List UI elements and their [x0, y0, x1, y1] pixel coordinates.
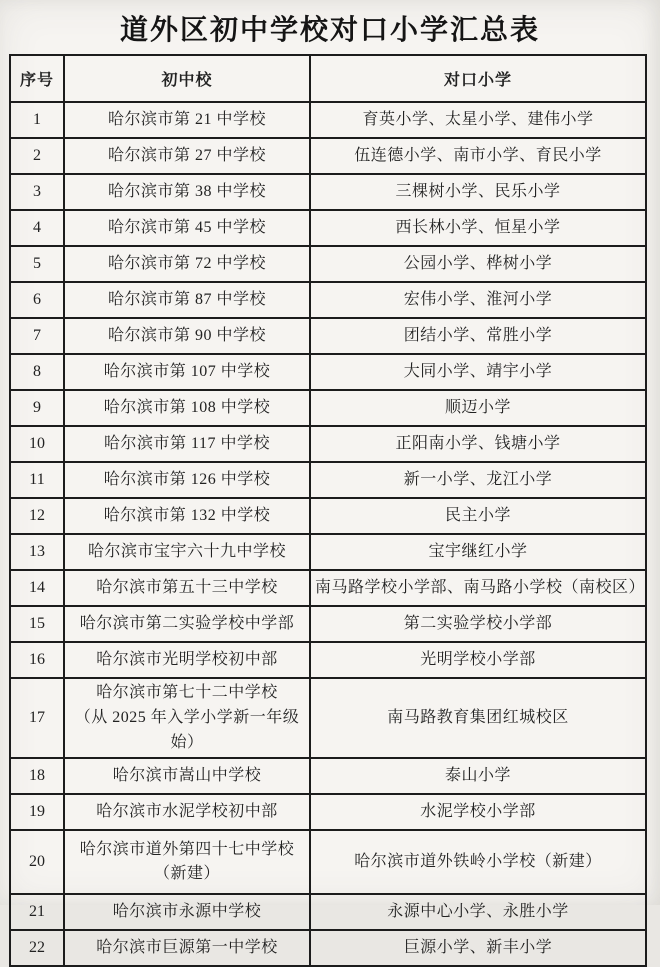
cell-text-line: 哈尔滨市第 45 中学校 — [107, 218, 266, 236]
cell-primary-school — [310, 930, 646, 966]
cell-primary-school — [310, 794, 646, 830]
cell-index: 20 — [10, 830, 64, 894]
cell-index: 12 — [10, 498, 64, 534]
cell-primary-school — [310, 498, 646, 534]
cell-index: 5 — [10, 246, 64, 282]
cell-text-line: 公园小学、桦树小学 — [403, 254, 553, 272]
cell-primary-school — [310, 318, 646, 354]
cell-text-line: 哈尔滨市第 132 中学校 — [103, 506, 271, 524]
cell-middle-school — [64, 570, 310, 606]
cell-text-line: 哈尔滨市第 38 中学校 — [107, 182, 266, 200]
cell-text-line: 哈尔滨市第 107 中学校 — [103, 362, 271, 380]
table-row — [10, 758, 646, 794]
cell-middle-school — [64, 354, 310, 390]
cell-text-line: 哈尔滨市嵩山中学校 — [112, 766, 262, 784]
cell-middle-school — [64, 174, 310, 210]
cell-index: 9 — [10, 390, 64, 426]
cell-middle-school — [64, 426, 310, 462]
cell-text-line: 新一小学、龙江小学 — [403, 470, 553, 488]
table-row — [10, 498, 646, 534]
cell-index: 2 — [10, 138, 64, 174]
cell-middle-school — [64, 210, 310, 246]
cell-text-line: 哈尔滨市道外铁岭小学校（新建） — [354, 852, 602, 870]
cell-index: 18 — [10, 758, 64, 794]
cell-index: 1 — [10, 102, 64, 138]
cell-primary-school — [310, 354, 646, 390]
cell-text-line: 正阳南小学、钱塘小学 — [395, 434, 561, 452]
table-row — [10, 282, 646, 318]
cell-text-line: 哈尔滨市第 108 中学校 — [103, 398, 271, 416]
cell-text-line: 巨源小学、新丰小学 — [403, 938, 553, 956]
table-row — [10, 642, 646, 678]
cell-text-line: 光明学校小学部 — [420, 650, 536, 668]
cell-text-line: 哈尔滨市第七十二中学校 — [96, 684, 278, 701]
table-row — [10, 606, 646, 642]
table-row — [10, 138, 646, 174]
cell-text-line: 哈尔滨市第 117 中学校 — [104, 434, 270, 452]
school-mapping-table — [9, 54, 647, 967]
cell-index: 15 — [10, 606, 64, 642]
cell-text-line: 哈尔滨市道外第四十七中学校 — [79, 840, 295, 858]
table-header-row — [10, 55, 646, 102]
cell-middle-school — [64, 606, 310, 642]
cell-text-line: 大同小学、靖宇小学 — [403, 362, 553, 380]
cell-text-line: 团结小学、常胜小学 — [403, 326, 553, 344]
cell-middle-school — [64, 498, 310, 534]
cell-text-line: 哈尔滨市宝宇六十九中学校 — [87, 542, 286, 560]
cell-text-line: 宝宇继红小学 — [428, 542, 528, 560]
cell-text-line: 哈尔滨市巨源第一中学校 — [96, 938, 278, 956]
cell-middle-school — [64, 642, 310, 678]
cell-middle-school — [64, 390, 310, 426]
cell-text-line: 哈尔滨市第二实验学校中学部 — [79, 614, 295, 632]
table-row — [10, 930, 646, 966]
cell-text-line: 哈尔滨市第 72 中学校 — [107, 254, 266, 272]
cell-index: 3 — [10, 174, 64, 210]
table-row — [10, 894, 646, 930]
page-title: 道外区初中学校对口小学汇总表 — [119, 15, 540, 46]
cell-index: 21 — [10, 894, 64, 930]
cell-text-line: 泰山小学 — [444, 766, 511, 784]
cell-text-line: （从 2025 年入学小学新一年级始） — [74, 708, 300, 751]
cell-middle-school — [64, 318, 310, 354]
table-row — [10, 462, 646, 498]
cell-index: 19 — [10, 794, 64, 830]
cell-primary-school — [310, 570, 646, 606]
cell-primary-school — [310, 390, 646, 426]
cell-primary-school — [310, 138, 646, 174]
column-header-middle-school: 初中校 — [64, 55, 310, 102]
cell-index: 22 — [10, 930, 64, 966]
cell-primary-school — [310, 534, 646, 570]
cell-primary-school — [310, 102, 646, 138]
cell-middle-school — [64, 678, 310, 758]
table-row — [10, 174, 646, 210]
cell-primary-school — [310, 462, 646, 498]
table-row — [10, 426, 646, 462]
cell-text-line: 南马路教育集团红城校区 — [387, 708, 569, 726]
cell-middle-school — [64, 246, 310, 282]
cell-primary-school — [310, 426, 646, 462]
cell-text-line: 民主小学 — [444, 506, 511, 524]
cell-text-line: 哈尔滨市光明学校初中部 — [96, 650, 278, 668]
cell-primary-school — [310, 678, 646, 758]
cell-text-line: 哈尔滨市第 27 中学校 — [107, 146, 266, 164]
cell-primary-school — [310, 282, 646, 318]
table-row — [10, 102, 646, 138]
cell-primary-school — [310, 246, 646, 282]
cell-text-line: 哈尔滨市第 87 中学校 — [107, 290, 266, 308]
cell-primary-school — [310, 210, 646, 246]
cell-middle-school — [64, 894, 310, 930]
table-row — [10, 390, 646, 426]
cell-middle-school — [64, 138, 310, 174]
cell-index: 4 — [10, 210, 64, 246]
cell-text-line: 第二实验学校小学部 — [403, 614, 553, 632]
table-row — [10, 210, 646, 246]
cell-index: 16 — [10, 642, 64, 678]
cell-middle-school — [64, 462, 310, 498]
table-body — [10, 102, 646, 966]
table-row — [10, 354, 646, 390]
table-row — [10, 534, 646, 570]
cell-middle-school — [64, 282, 310, 318]
cell-text-line: 哈尔滨市第 90 中学校 — [107, 326, 266, 344]
cell-text-line: 哈尔滨市永源中学校 — [112, 902, 262, 920]
cell-middle-school — [64, 830, 310, 894]
cell-primary-school — [310, 606, 646, 642]
cell-primary-school — [310, 642, 646, 678]
cell-index: 13 — [10, 534, 64, 570]
cell-index: 11 — [10, 462, 64, 498]
cell-middle-school — [64, 930, 310, 966]
table-row — [10, 570, 646, 606]
cell-text-line: 宏伟小学、淮河小学 — [403, 290, 553, 308]
cell-middle-school — [64, 534, 310, 570]
cell-primary-school — [310, 174, 646, 210]
cell-primary-school — [310, 758, 646, 794]
cell-text-line: 南马路学校小学部、南马路小学校（南校区） — [315, 578, 646, 596]
table-row — [10, 794, 646, 830]
cell-index: 6 — [10, 282, 64, 318]
cell-text-line: （新建） — [153, 865, 220, 883]
table-row — [10, 246, 646, 282]
cell-text-line: 永源中心小学、永胜小学 — [387, 902, 569, 920]
cell-text-line: 顺迈小学 — [444, 398, 511, 416]
cell-index: 10 — [10, 426, 64, 462]
cell-middle-school — [64, 102, 310, 138]
cell-text-line: 哈尔滨市水泥学校初中部 — [96, 802, 278, 820]
cell-primary-school — [310, 894, 646, 930]
cell-index: 8 — [10, 354, 64, 390]
table-row — [10, 830, 646, 894]
cell-index: 14 — [10, 570, 64, 606]
cell-text-line: 三棵树小学、民乐小学 — [395, 182, 561, 200]
cell-primary-school — [310, 830, 646, 894]
cell-text-line: 水泥学校小学部 — [420, 802, 536, 820]
column-header-primary-school: 对口小学 — [310, 55, 646, 102]
table-row — [10, 318, 646, 354]
cell-text-line: 哈尔滨市第 126 中学校 — [103, 470, 271, 488]
cell-index: 17 — [10, 678, 64, 758]
cell-middle-school — [64, 794, 310, 830]
column-header-index: 序号 — [10, 55, 64, 102]
cell-text-line: 育英小学、太星小学、建伟小学 — [362, 110, 594, 128]
cell-text-line: 哈尔滨市第五十三中学校 — [96, 578, 278, 596]
cell-index: 7 — [10, 318, 64, 354]
cell-text-line: 西长林小学、恒星小学 — [395, 218, 561, 236]
cell-text-line: 伍连德小学、南市小学、育民小学 — [354, 146, 602, 164]
table-row — [10, 678, 646, 758]
cell-middle-school — [64, 758, 310, 794]
cell-text-line: 哈尔滨市第 21 中学校 — [107, 110, 266, 128]
